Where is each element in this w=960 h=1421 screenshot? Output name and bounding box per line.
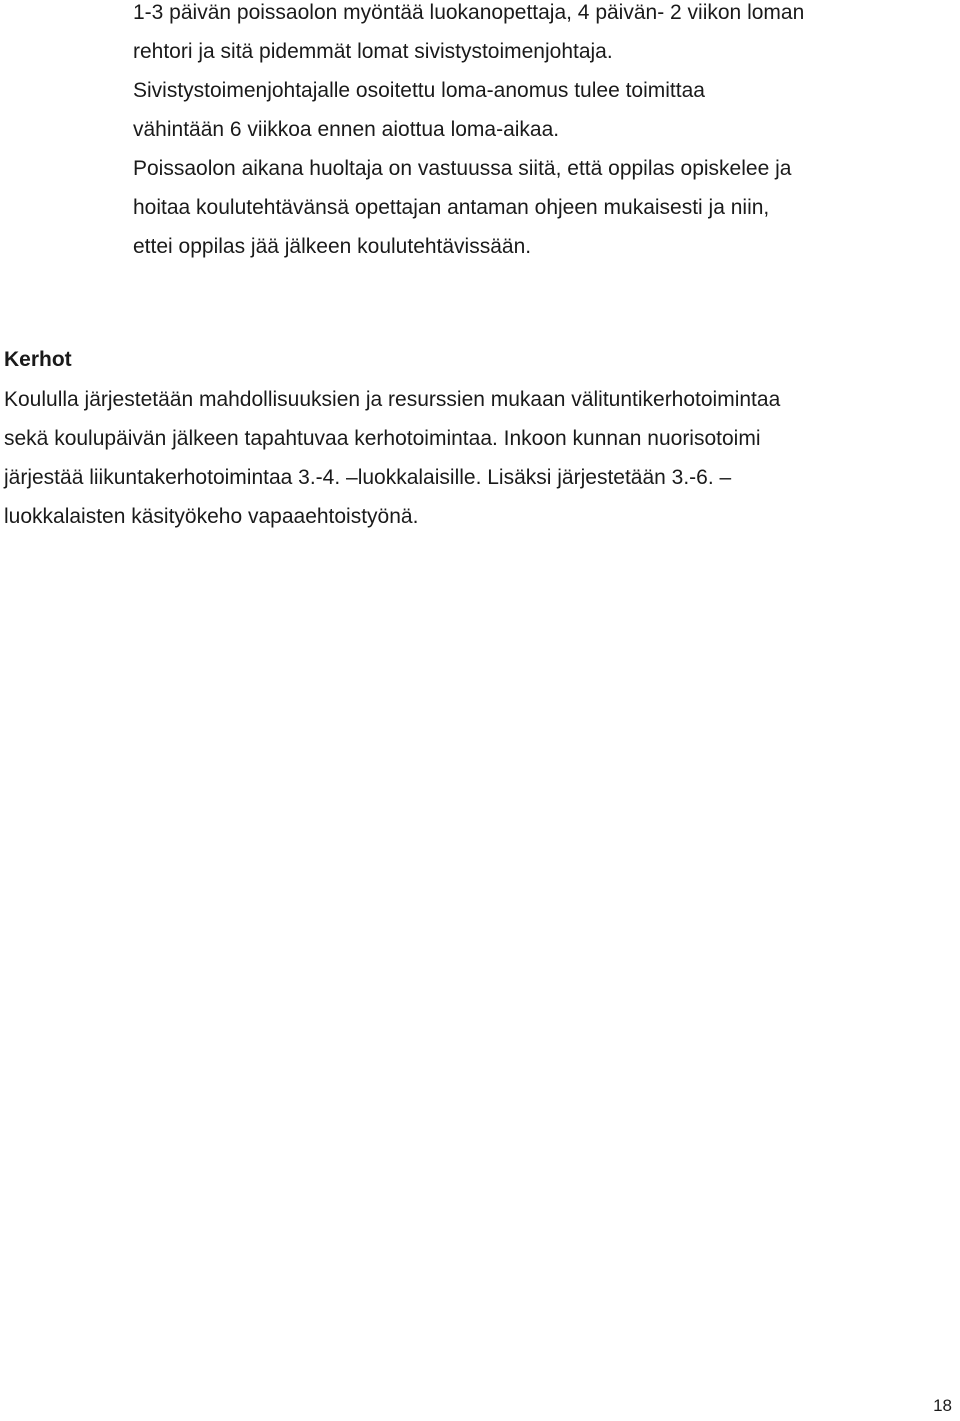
paragraph-line: sekä koulupäivän jälkeen tapahtuvaa kerhotoimintaa. Inkoon kunnan nuorisotoimi (4, 427, 761, 450)
paragraph-line: vähintään 6 viikkoa ennen aiottua loma-aikaa. (133, 118, 560, 141)
paragraph-line: ettei oppilas jää jälkeen koulutehtävissään. (133, 235, 532, 258)
paragraph-line: Koululla järjestetään mahdollisuuksien ja resurssien mukaan välituntikerhotoimintaa (4, 388, 781, 411)
paragraph-line: luokkalaisten käsityökeho vapaaehtoistyönä. (4, 505, 419, 528)
paragraph-line: 1-3 päivän poissaolon myöntää luokanopettaja, 4 päivän- 2 viikon loman (133, 1, 805, 24)
clubs-paragraph (4, 380, 780, 536)
paragraph-line: Sivistystoimenjohtajalle osoitettu loma-anomus tulee toimittaa (133, 79, 705, 102)
page-number: 18 (933, 1396, 952, 1415)
paragraph-line: rehtori ja sitä pidemmät lomat sivistystoimenjohtaja. (133, 40, 613, 63)
section-heading: Kerhot (4, 348, 72, 371)
paragraph-line: hoitaa koulutehtävänsä opettajan antaman ohjeen mukaisesti ja niin, (133, 196, 770, 219)
paragraph-line: järjestää liikuntakerhotoimintaa 3.-4. –luokkalaisille. Lisäksi järjestetään 3.-6. – (4, 466, 732, 489)
paragraph-line: Poissaolon aikana huoltaja on vastuussa siitä, että oppilas opiskelee ja (133, 157, 792, 180)
absence-paragraph (133, 0, 804, 266)
